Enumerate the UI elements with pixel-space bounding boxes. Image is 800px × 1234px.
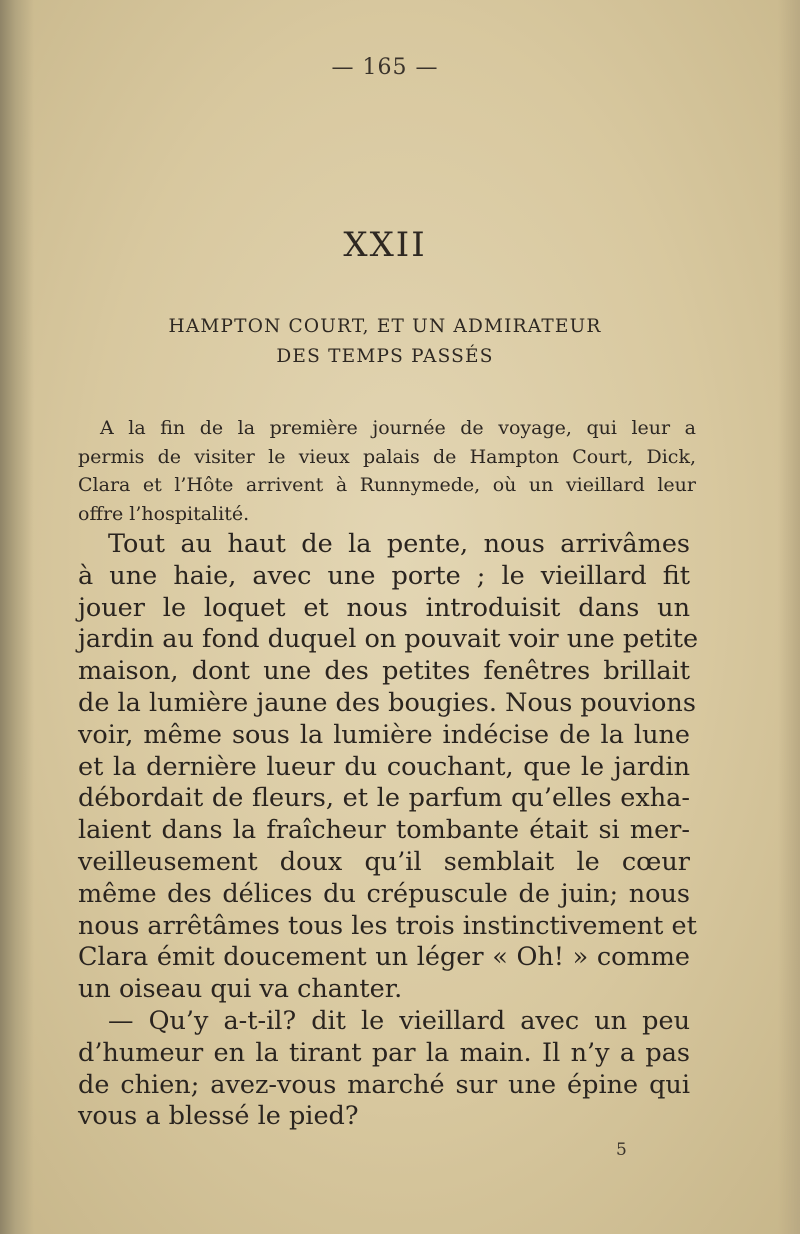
- body-line: même des délices du crépuscule de juin; nous: [78, 878, 690, 909]
- summary-line: Clara et l’Hôte arrivent à Runnymede, où un vieillard leur: [78, 474, 696, 496]
- chapter-number: XXII: [343, 225, 427, 265]
- body-line: Tout au haut de la pente, nous arrivâmes: [108, 529, 690, 559]
- body-line: d’humeur en la tirant par la main. Il n’y a pas: [78, 1037, 690, 1068]
- chapter-summary: [78, 414, 696, 528]
- summary-line: permis de visiter le vieux palais de Hampton Court, Dick,: [78, 445, 696, 468]
- chapter-title-line: HAMPTON COURT, ET UN ADMIRATEUR: [168, 316, 602, 337]
- body-line: vous a blessé le pied?: [78, 1101, 359, 1132]
- body-line: Clara émit doucement un léger « Oh! » comme: [78, 942, 690, 973]
- body-line: de chien; avez-vous marché sur une épine qui: [78, 1069, 690, 1100]
- chapter-title: [0, 312, 770, 372]
- body-line: jardin au fond duquel on pouvait voir une petite: [78, 624, 699, 655]
- signature-mark: 5: [616, 1140, 627, 1160]
- body-line: veilleusement doux qu’il semblait le cœur: [78, 846, 690, 877]
- body-line: voir, même sous la lumière indécise de la lune: [78, 719, 690, 750]
- summary-line: offre l’hospitalité.: [78, 502, 250, 525]
- body-line: à une haie, avec une porte ; le vieillard fit: [78, 560, 690, 591]
- body-text: [78, 529, 699, 1133]
- summary-line: A la fin de la première journée de voyage, qui leur a: [100, 417, 696, 439]
- body-line: débordait de fleurs, et le parfum qu’elles exha-: [78, 783, 690, 814]
- body-line: un oiseau qui va chanter.: [78, 974, 403, 1005]
- body-line: nous arrêtâmes tous les trois instinctivement et: [78, 910, 697, 941]
- body-line: maison, dont une des petites fenêtres brillait: [78, 656, 690, 687]
- page-edge-shading: [778, 0, 800, 1234]
- body-line: jouer le loquet et nous introduisit dans un: [78, 592, 690, 623]
- body-line: et la dernière lueur du couchant, que le jardin: [78, 751, 690, 782]
- body-line: — Qu’y a-t-il? dit le vieillard avec un peu: [108, 1005, 690, 1036]
- body-line: laient dans la fraîcheur tombante était si mer-: [78, 815, 690, 846]
- page-number: — 165 —: [331, 55, 439, 80]
- binding-gutter-shadow: [0, 0, 34, 1234]
- chapter-title-line: DES TEMPS PASSÉS: [276, 346, 494, 367]
- body-line: de la lumière jaune des bougies. Nous pouvions: [78, 687, 696, 718]
